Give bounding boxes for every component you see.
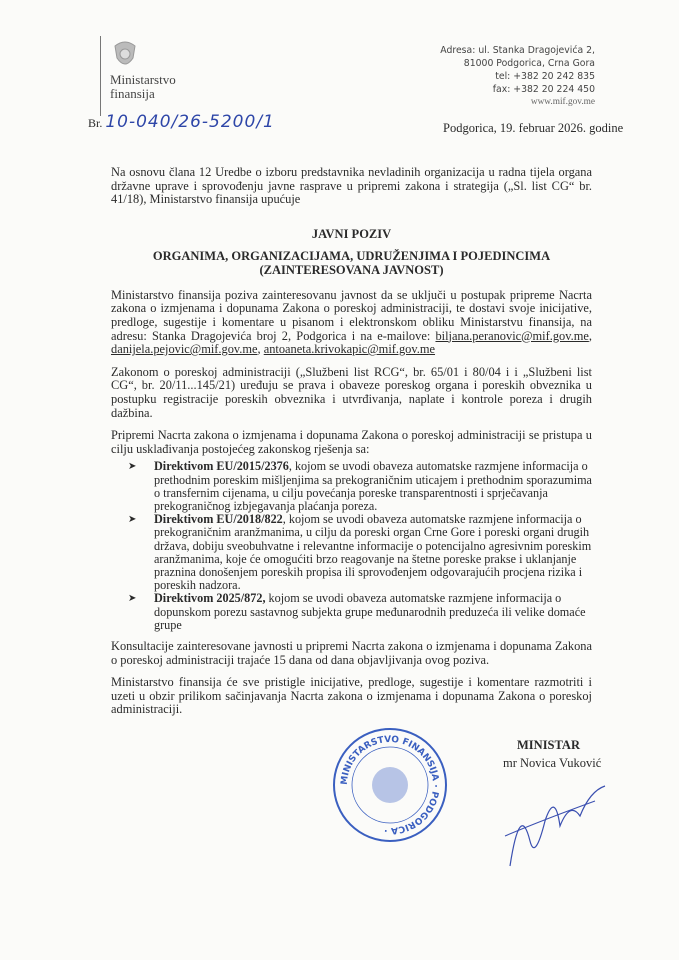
phone: tel: +382 20 242 835: [495, 71, 595, 82]
handwritten-signature: [500, 781, 610, 871]
signatory-name: mr Novica Vuković: [503, 755, 602, 770]
ministry-name-line: Ministarstvo: [110, 72, 176, 87]
paragraph-invitation: Ministarstvo finansija poziva zainteresovanu javnost da se uključi u postupak pripreme Nacrta zakona o izmjenama i dopunama Zakona o poreskoj administraciji, te dostavi svoje inicijative, predloge, sugestije i komentare u pisanom i elektronskom obliku Ministarstvu finansija, na adresu: Stanka Dragojevića broj 2, Podgorica i na e-mailove: biljana.peranovic@mif.gov.me, danijela.pejovic@mif.gov.me, antoaneta.krivokapic@mif.gov.me: [111, 287, 592, 357]
paragraph-closing: Ministarstvo finansija će sve pristigle inicijative, predloge, sugestije i komentare razmotriti i uzeti u obzir prilikom sačinjavanja Nacrta zakona o izmjenama i dopunama Zakona o poreskoj administraciji.: [111, 675, 592, 717]
ref-number-handwritten: 10-040/26-5200/1: [105, 112, 275, 132]
address-block: [440, 44, 595, 109]
paragraph-consultation: Konsultacije zainteresovane javnosti u pripremi Nacrta zakona o izmjenama i dopunama Zakona o poreskoj administraciji trajaće 15 dana od dana objavljivanja ovog poziva.: [111, 638, 592, 667]
document-date: Podgorica, 19. februar 2026. godine: [443, 121, 624, 135]
email-link[interactable]: danijela.pejovic@mif.gov.me: [111, 342, 258, 357]
official-stamp: [331, 726, 449, 844]
address-line: 81000 Podgorica, Crna Gora: [463, 58, 595, 69]
document-subtitle: ORGANIMA, ORGANIZACIJAMA, UDRUŽENJIMA I POJEDINCIMA (ZAINTERESOVANA JAVNOST): [152, 248, 551, 277]
ref-prefix: Br.: [88, 116, 103, 130]
reference-number: [88, 112, 275, 132]
directive-name: Direktivom EU/2015/2376: [154, 459, 289, 474]
ministry-name-line: finansija: [110, 86, 155, 101]
arrow-bullet-icon: ➤: [128, 461, 137, 473]
intro-paragraph: Na osnovu člana 12 Uredbe o izboru predstavnika nevladinih organizacija u radna tijela organa državne uprave i sprovođenju javne rasprave u pripremi zakona i strategija („Sl. list CG“ br. 41/18), Ministarstvo finansija upućuje: [111, 165, 592, 207]
stamp-text: MINISTARSTVO FINANSIJA · PODGORICA ·: [339, 734, 441, 836]
ministry-name: [110, 73, 176, 101]
paragraph-purpose: Pripremi Nacrta zakona o izmjenama i dopunama Zakona o poreskoj administraciji se pristupa u cilju usklađivanja postojećeg zakonskog rješenja sa:: [111, 428, 592, 456]
document-body: [111, 165, 602, 896]
document-title: JAVNI POZIV: [311, 226, 392, 241]
directive-name: Direktivom 2025/872,: [154, 591, 266, 606]
directive-list: [128, 460, 592, 632]
arrow-bullet-icon: ➤: [128, 593, 137, 605]
signature-area: [111, 726, 602, 896]
directive-text: , kojom se uvodi obaveza automatske razmjene informacija o prekograničnim aranžmanima, u cilju da poreski organ Crne Gore i poreski organi drugih država, dobiju sveobuhvatne i relevantne informacije o potencijalno agresivnim poreskim aranžmanima, koje će omogućiti brzo reagovanje na štetne poreske prakse i uklanjanje praznina donošenjem poreskih propisa ili sprovođenjem odgovarajućih procjena rizika i poreskih nadzora.: [154, 512, 592, 593]
website: www.mif.gov.me: [530, 97, 595, 107]
address-line: Adresa: ul. Stanka Dragojevića 2,: [440, 45, 595, 56]
signatory-title: MINISTAR: [517, 737, 580, 752]
coat-of-arms-icon: [111, 40, 139, 70]
paragraph-law: Zakonom o poreskoj administraciji („Službeni list RCG“, br. 65/01 i 80/04 i i „Službeni list CG“, br. 20/11...145/21) uređuju se prava i obaveze poreskog organa i poreskih obveznika u postupku registracije poreskih obveznika i utvrđivanja, naplate i kontrole poreza i drugih dažbina.: [111, 364, 592, 420]
arrow-bullet-icon: ➤: [128, 514, 137, 526]
directive-item: [128, 592, 592, 632]
logo-divider: [100, 36, 101, 116]
invitation-text: Ministarstvo finansija poziva zainteresovanu javnost da se uključi u postupak pripreme Nacrta zakona o izmjenama i dopunama Zakona o poreskoj administraciji, te dostavi svoje inicijative, predloge, sugestije i komentare u pisanom i elektronskom obliku Ministarstvu finansija, na adresu: Stanka Dragojevića broj 2, Podgorica i na e-mailove:: [111, 287, 592, 343]
directive-text: kojom se uvodi obaveza automatske razmjene informacija o dopunskom porezu sastavnog subjekta grupe međunarodnih preduzeća ili velike domaće grupe: [154, 591, 586, 632]
email-link[interactable]: antoaneta.krivokapic@mif.gov.me: [263, 342, 436, 357]
email-link[interactable]: biljana.peranovic@mif.gov.me: [435, 328, 589, 343]
fax: fax: +382 20 224 450: [492, 84, 595, 95]
directive-item: [128, 460, 592, 513]
directive-name: Direktivom EU/2018/822: [154, 512, 283, 527]
directive-text: , kojom se uvodi obaveza automatske razmjene informacija o prethodnim poreskim mišljenjima sa prekograničnim uticajem i prethodnim sporazumima o transfernim cijenama, u cilju povećanja poreske transparentnosti i sprječavanja prekograničnog izbjegavanja plaćanja poreza.: [154, 459, 592, 513]
directive-item: [128, 513, 592, 592]
